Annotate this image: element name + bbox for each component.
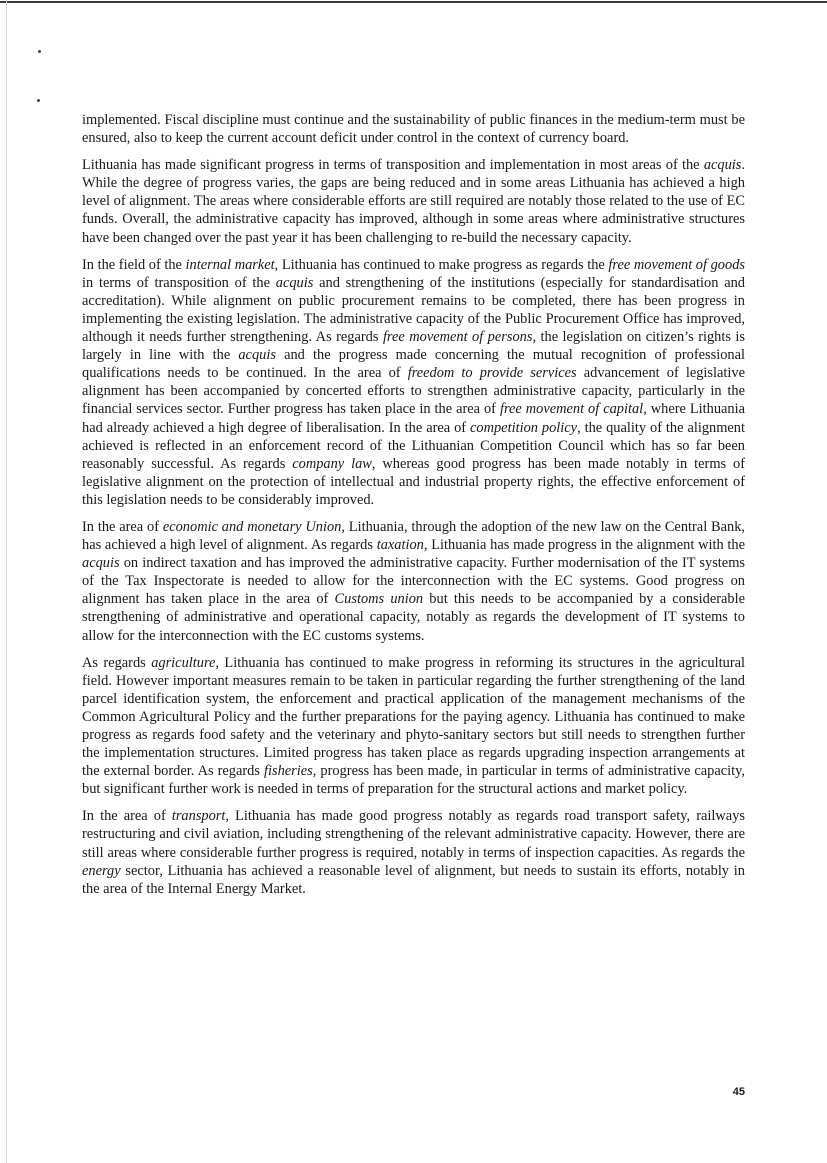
- paragraph: [82, 256, 745, 509]
- text-run: , Lithuania, through the adoption of the new law on the Central Bank, has achieved a high level of alignment. As regards: [82, 518, 745, 554]
- paragraph: [82, 518, 745, 645]
- italic-term: fisheries: [264, 763, 313, 780]
- text-run: , Lithuania has made good progress notably as regards road transport safety, railways restructuring and civil aviation, including strengthening of the relevant administrative capacity. However, there are still areas where considerable further progress is required, notably in terms of inspection capacities. As regards the: [82, 808, 745, 861]
- italic-term: acquis: [82, 555, 120, 572]
- italic-term: acquis: [238, 347, 276, 364]
- text-run: , progress has been made, in particular in terms of administrative capacity, but significant further work is needed in terms of preparation for the structural actions and market policy.: [82, 763, 745, 798]
- italic-term: internal market: [185, 256, 275, 273]
- text-run: , Lithuania has made progress in the alignment with the: [423, 537, 745, 554]
- italic-term: competition policy: [470, 419, 578, 436]
- text-run: in terms of transposition of the: [82, 274, 276, 291]
- italic-term: freedom to provide services: [407, 365, 577, 382]
- paragraph: [82, 156, 745, 246]
- italic-term: Customs union: [334, 591, 424, 608]
- text-run: , where Lithuania had already achieved a high degree of liberalisation. In the area of: [82, 401, 746, 436]
- top-border-rule: [0, 1, 827, 3]
- text-run: As regards: [82, 654, 152, 671]
- text-run: sector, Lithuania has achieved a reasonable level of alignment, but needs to sustain its efforts, notably in the area of the Internal Energy Market.: [82, 862, 745, 897]
- paragraph: [82, 654, 745, 799]
- text-run: but this needs to be accompanied by a considerable strengthening of administrative and operational capacity, notably as regards the development of IT systems to allow for the interconnection with the EC customs systems.: [82, 591, 745, 644]
- italic-term: energy: [82, 862, 121, 879]
- italic-term: free movement of persons: [382, 329, 533, 346]
- scan-left-edge: [6, 0, 7, 1163]
- text-run: , Lithuania has continued to make progress as regards the: [274, 256, 609, 273]
- text-run: , whereas good progress has been made notably in terms of legislative alignment on the protection of intellectual and industrial property rights, the effective enforcement of this legislation needs to be considerably improved.: [82, 455, 746, 508]
- text-run: Lithuania has made significant progress in terms of transposition and implementation in most areas of the: [82, 157, 704, 174]
- italic-term: acquis: [703, 157, 742, 174]
- italic-term: acquis: [275, 274, 314, 291]
- text-run: and strengthening of the institutions (especially for standardisation and accreditation). While alignment on public procurement remains to be completed, there has been progress in implementing the existing legislation. The administrative capacity of the Public Procurement Office has improved, although it needs further strengthening. As regards: [82, 274, 745, 346]
- italic-term: economic and monetary Union: [162, 518, 342, 535]
- text-run: advancement of legislative alignment has been accompanied by concerted efforts to strengthen administrative capacity, particularly in the financial services sector. Further progress has taken place in the area of: [82, 365, 745, 418]
- text-run: , the legislation on citizen’s rights is largely in line with the: [82, 329, 746, 364]
- italic-term: free movement of goods: [608, 256, 745, 273]
- scan-speck: [38, 50, 41, 53]
- text-run: implemented. Fiscal discipline must continue and the sustainability of public finances in the medium-term must be ensured, also to keep the current account deficit under control in the context of currency board.: [82, 112, 745, 147]
- document-body: [82, 111, 745, 907]
- paragraph: [82, 111, 745, 147]
- text-run: In the area of: [82, 808, 172, 825]
- text-run: on indirect taxation and has improved the administrative capacity. Further modernisation of the IT systems of the Tax Inspectorate is needed to allow for the interconnection with the EC systems. Good progress on alignment has taken place in the area of: [82, 555, 745, 608]
- italic-term: agriculture: [151, 654, 216, 671]
- italic-term: taxation: [376, 537, 424, 554]
- italic-term: company law: [292, 455, 372, 472]
- text-run: and the progress made concerning the mutual recognition of professional qualifications needs to be continued. In the area of: [82, 347, 745, 382]
- italic-term: free movement of capital: [499, 401, 644, 418]
- italic-term: transport: [171, 808, 226, 825]
- scan-speck: [37, 99, 40, 102]
- text-run: In the field of the: [82, 256, 186, 273]
- text-run: , the quality of the alignment achieved is reflected in an enforcement record of the Lithuanian Competition Council which has so far been reasonably successful. As regards: [82, 419, 745, 472]
- text-run: , Lithuania has continued to make progress in reforming its structures in the agricultural field. However important measures remain to be taken in particular regarding the further strengthening of the land parcel identification system, the enforcement and practical application of the management mechanisms of the Common Agricultural Policy and the further preparations for the paying agency. Lithuania has continued to make progress as regards food safety and the veterinary and phyto-sanitary sectors but still needs to strengthen further the implementation structures. Limited progress has taken place as regards upgrading inspection arrangements at the external border. As regards: [82, 654, 745, 780]
- text-run: . While the degree of progress varies, the gaps are being reduced and in some areas Lithuania has achieved a high level of alignment. The areas where considerable efforts are still required are notably those related to the use of EC funds. Overall, the administrative capacity has improved, although in some areas where administrative structures have been changed over the past year it has been challenging to re-build the necessary capacity.: [82, 157, 745, 246]
- page-number: 45: [732, 1086, 745, 1098]
- paragraph: [82, 807, 745, 897]
- text-run: In the area of: [82, 518, 163, 535]
